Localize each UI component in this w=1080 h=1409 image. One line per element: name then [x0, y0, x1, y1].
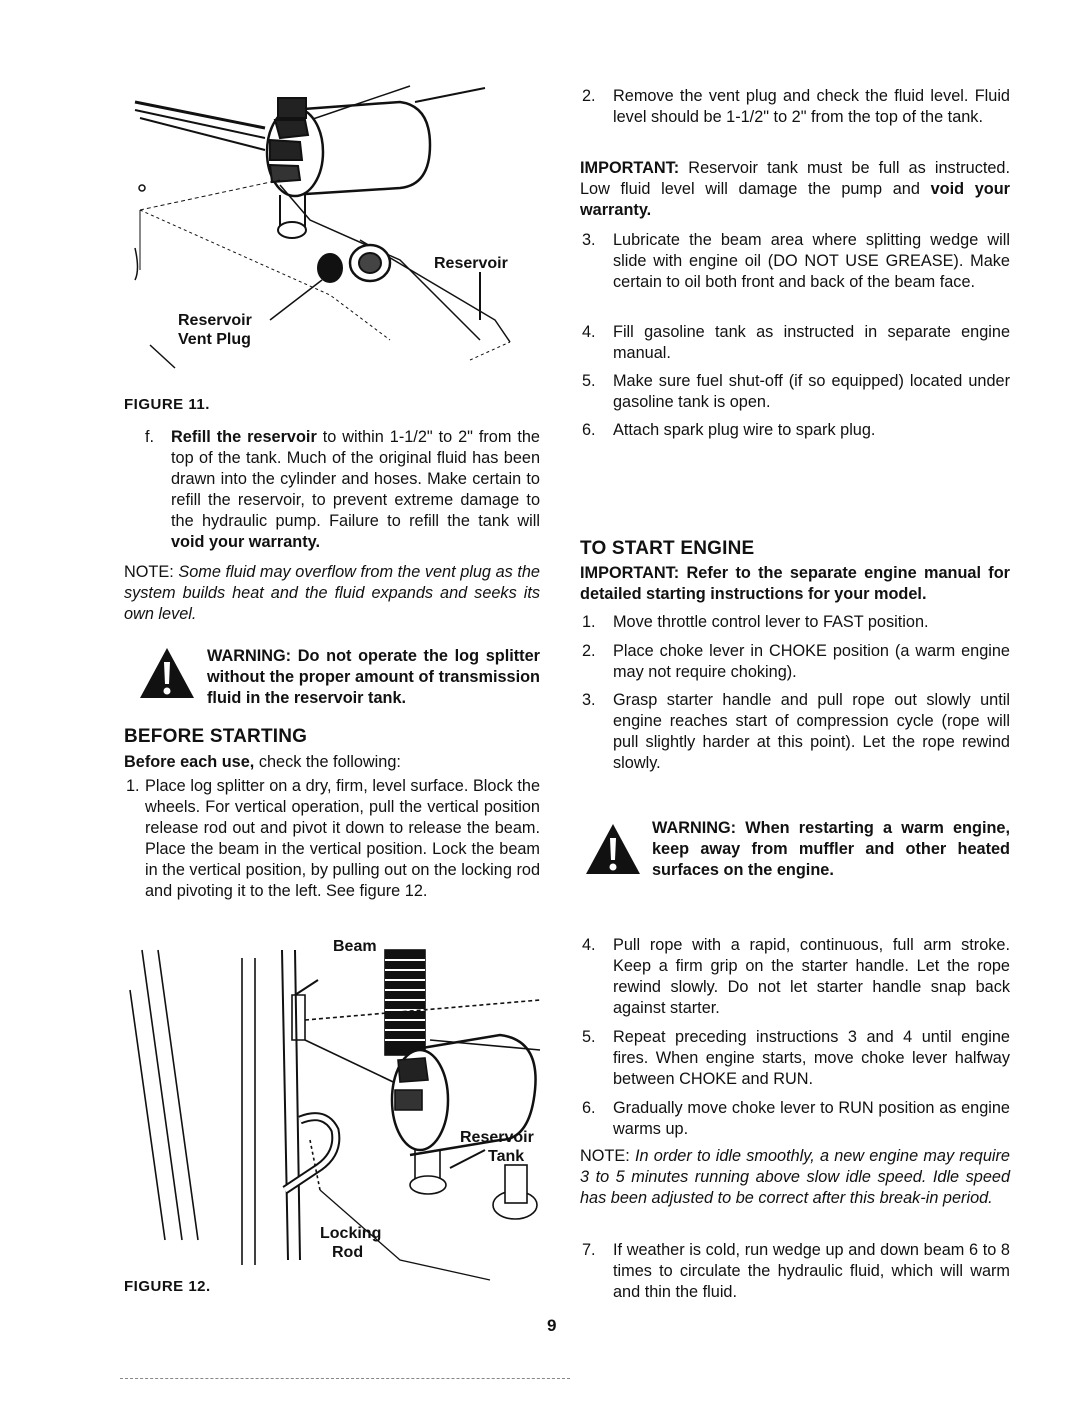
item-marker: 1.	[582, 613, 596, 631]
item-body: Fill gasoline tank as instructed in separate engine manual.	[613, 323, 1010, 362]
warning-triangle-icon	[584, 822, 642, 876]
heading-to-start-engine: TO START ENGINE	[580, 538, 755, 559]
item-marker: 5.	[582, 1028, 596, 1046]
start-item-3	[582, 690, 1010, 776]
refill-reservoir-item	[145, 427, 540, 557]
check-item-2	[582, 86, 1010, 152]
important-label: IMPORTANT:	[580, 159, 680, 177]
item-marker: 2.	[582, 87, 596, 105]
item-text: to within 1-1/2" to 2" from the top of the tank. Much of the original fluid has been drawn into the cylinder and hoses. Make certain to refill the reservoir, to prevent extreme damage to the hydraulic pump. Failure to refill the tank will	[171, 428, 540, 530]
start-item-4	[582, 935, 1010, 1021]
item-marker: 4.	[582, 323, 596, 341]
important-tail: void your warranty.	[580, 180, 1010, 219]
start-item-5	[582, 1027, 1010, 1093]
callout-reservoir-vent: Reservoir	[178, 312, 252, 329]
warning-triangle-icon	[138, 646, 196, 700]
item-marker: 2.	[582, 642, 596, 660]
note-label: NOTE:	[124, 563, 174, 581]
figure-12-label: FIGURE 12.	[124, 1278, 211, 1295]
warning-transmission-fluid: WARNING: Do not operate the log splitter without the proper amount of transmission fluid in the reservoir tank.	[207, 647, 540, 707]
item-tail: void your warranty.	[171, 533, 320, 551]
check-item-6	[582, 420, 1010, 444]
callout-locking-rod-1: Locking	[320, 1225, 382, 1242]
check-item-4	[582, 322, 1010, 366]
item-marker: 1.	[126, 777, 140, 795]
callout-locking-rod-2: Rod	[332, 1244, 364, 1261]
callout-vent-plug: Vent Plug	[178, 331, 251, 348]
item-marker: f.	[145, 428, 155, 446]
item-marker: 6.	[582, 421, 596, 439]
start-item-6	[582, 1098, 1010, 1142]
note-break-in	[580, 1146, 1010, 1209]
item-marker: 3.	[582, 231, 596, 249]
item-marker: 7.	[582, 1241, 596, 1259]
item-marker: 5.	[582, 372, 596, 390]
note-text: In order to idle smoothly, a new engine may require 3 to 5 minutes running above slow idle speed. Idle speed has been adjusted to be correct after this break-in period.	[580, 1147, 1010, 1207]
callout-reservoir-tank-2: Tank	[488, 1148, 525, 1165]
item-body: Pull rope with a rapid, continuous, full arm stroke. Keep a firm grip on the starter handle. Let the rope rewind slowly. Do not let starter handle snap back against starter.	[613, 936, 1010, 1017]
item-body: Remove the vent plug and check the fluid level. Fluid level should be 1-1/2" to 2" from the top of the tank.	[613, 87, 1010, 126]
item-body: Make sure fuel shut-off (if so equipped) located under gasoline tank is open.	[613, 372, 1010, 411]
callout-beam: Beam	[333, 938, 377, 955]
note-label: NOTE:	[580, 1147, 630, 1165]
page-number: 9	[547, 1316, 557, 1335]
before-item-1	[126, 776, 540, 926]
item-marker: 3.	[582, 691, 596, 709]
warning-hot-surfaces: WARNING: When restarting a warm engine, keep away from muffler and other heated surfaces on the engine.	[652, 819, 1010, 879]
note-text: Some fluid may overflow from the vent plug as the system builds heat and the fluid expands and seeks its own level.	[124, 563, 540, 623]
before-each-use	[124, 752, 401, 773]
before-each-use-lead: Before each use,	[124, 753, 255, 771]
check-item-3	[582, 230, 1010, 316]
item-body: Move throttle control lever to FAST position.	[613, 613, 929, 631]
start-item-1	[582, 612, 1010, 636]
start-item-7	[582, 1240, 1010, 1306]
item-body	[171, 427, 540, 553]
item-body: Grasp starter handle and pull rope out slowly until engine reaches start of compression cycle (rope will pull slightly harder at this point). Let the rope rewind slowly.	[613, 691, 1010, 772]
item-body: Gradually move choke lever to RUN position as engine warms up.	[613, 1099, 1010, 1138]
callout-reservoir: Reservoir	[434, 255, 508, 272]
item-body: Place choke lever in CHOKE position (a warm engine may not require choking).	[613, 642, 1010, 681]
check-item-5	[582, 371, 1010, 415]
figure-11-label: FIGURE 11.	[124, 396, 210, 413]
important-text: Reservoir tank must be full as instructed. Low fluid level will damage the pump and	[580, 159, 1010, 198]
item-marker: 4.	[582, 936, 596, 954]
before-each-use-text: check the following:	[254, 753, 401, 771]
heading-before-starting: BEFORE STARTING	[124, 726, 308, 747]
item-body: Place log splitter on a dry, firm, level surface. Block the wheels. For vertical operation, pull the vertical position release rod out and pivot it down to release the beam. Place the beam in the vertical position. Lock the beam in the vertical position, by pulling out on the locking rod and pivoting it to the left. See figure 12.	[145, 777, 540, 900]
item-marker: 6.	[582, 1099, 596, 1117]
footer-rule	[120, 1378, 570, 1379]
important-engine-manual: IMPORTANT: Refer to the separate engine manual for detailed starting instructions for your model.	[580, 564, 1010, 603]
note-overflow	[124, 562, 540, 625]
item-body: Lubricate the beam area where splitting wedge will slide with engine oil (DO NOT USE GREASE). Make certain to oil both front and back of the beam face.	[613, 231, 1010, 291]
start-item-2	[582, 641, 1010, 685]
item-body: Attach spark plug wire to spark plug.	[613, 421, 876, 439]
item-lead: Refill the reservoir	[171, 428, 317, 446]
item-body: Repeat preceding instructions 3 and 4 until engine fires. When engine starts, move choke lever halfway between CHOKE and RUN.	[613, 1028, 1010, 1088]
important-reservoir-full	[580, 158, 1010, 221]
callout-reservoir-tank-1: Reservoir	[460, 1129, 534, 1146]
item-body: If weather is cold, run wedge up and down beam 6 to 8 times to circulate the hydraulic fluid, which will warm and thin the fluid.	[613, 1241, 1010, 1301]
